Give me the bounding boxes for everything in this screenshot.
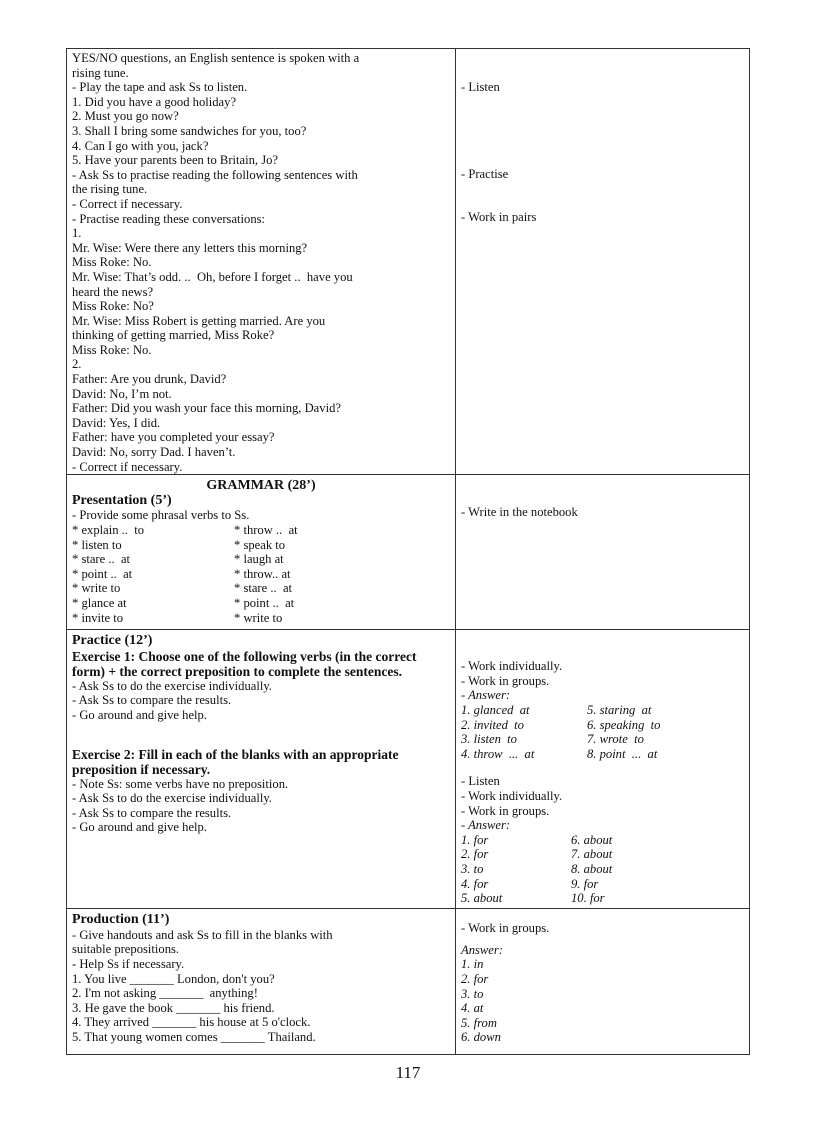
text-line: Father: Are you drunk, David? [72, 372, 227, 387]
text-line: YES/NO questions, an English sentence is spoken with a [72, 51, 360, 65]
student-activity: - Work in groups. [461, 803, 550, 818]
text-line: 4. They arrived _______ his house at 5 o'clock. [72, 1015, 311, 1030]
answer-item: 2. for [461, 972, 489, 986]
text-line: 5. Have your parents been to Britain, Jo? [72, 153, 278, 168]
answer-item: 7. about [571, 847, 613, 862]
student-activity: - Work in groups. [461, 921, 550, 936]
pronunciation-student-cell [456, 49, 750, 475]
page-number: 117 [395, 1063, 421, 1082]
student-activity: - Work in groups. [461, 673, 550, 688]
text-line: Miss Roke: No. [72, 255, 152, 270]
teacher-step: - Go around and give help. [72, 820, 207, 835]
teacher-step: - Ask Ss to do the exercise individually. [72, 678, 272, 693]
text-line: 2. [72, 357, 82, 372]
answer-item: 6. about [571, 832, 613, 847]
text-line: David: No, I’m not. [72, 386, 172, 401]
answer-item: 7. wrote to [587, 732, 644, 747]
phrasal-verb: * invite to [72, 610, 124, 625]
production-student-cell [456, 909, 750, 1055]
exercise-2-answers [461, 833, 744, 906]
answer-item: 6. down [461, 1030, 501, 1045]
answer-item: 3. listen to [461, 732, 517, 747]
answer-item: 1. for [461, 832, 489, 847]
text-line: - Correct if necessary. [72, 196, 183, 211]
exercise-1-title: Exercise 1: Choose one of the following verbs (in the correct form) + the correct preposition to complete the sentences. [72, 648, 417, 679]
phrasal-verb: * listen to [72, 537, 122, 552]
student-activity: - Answer: [461, 688, 511, 703]
production-teacher-cell [67, 909, 456, 1055]
pronunciation-teacher-cell [67, 49, 456, 475]
exercise-1-steps [72, 679, 450, 723]
student-activity: - Work in pairs [461, 210, 537, 225]
presentation-intro: - Provide some phrasal verbs to Ss. [72, 508, 250, 523]
lesson-table [66, 48, 750, 1055]
student-activity: - Work individually. [461, 659, 563, 674]
phrasal-verb: * laugh at [234, 552, 284, 567]
answer-item: 4. throw ... at [461, 746, 535, 761]
table-row-grammar [67, 475, 750, 630]
text-line: David: No, sorry Dad. I haven’t. [72, 445, 236, 460]
text-line: 5. That young women comes _______ Thailand. [72, 1029, 316, 1044]
teacher-step: - Note Ss: some verbs have no preposition. [72, 776, 289, 791]
answer-item: 5. from [461, 1015, 497, 1030]
answer-item: 5. about [461, 891, 503, 906]
text-line: Miss Roke: No. [72, 342, 152, 357]
text-line: 1. Did you have a good holiday? [72, 94, 237, 109]
table-row-practice [67, 630, 750, 909]
practice-student-cell [456, 630, 750, 909]
text-line: Mr. Wise: Miss Robert is getting married. Are you [72, 313, 326, 328]
phrasal-verb-list [72, 523, 450, 625]
answer-item: 2. invited to [461, 717, 524, 732]
phrasal-verb: * throw .. at [234, 523, 298, 537]
grammar-teacher-cell [67, 475, 456, 630]
presentation-heading: Presentation (5’) [72, 492, 172, 508]
exercise-2-title: Exercise 2: Fill in each of the blanks with an appropriate preposition if necessary. [72, 746, 399, 777]
phrasal-verb: * point .. at [234, 595, 295, 610]
phrasal-verb: * speak to [234, 537, 286, 552]
teacher-step: - Ask Ss to compare the results. [72, 693, 232, 708]
exercise-2-student-steps [461, 774, 744, 832]
text-line: 3. Shall I bring some sandwiches for you, too? [72, 123, 307, 138]
teacher-step: - Ask Ss to compare the results. [72, 805, 232, 820]
table-row-production [67, 909, 750, 1055]
production-heading: Production (11’) [72, 912, 170, 928]
answer-item: 9. for [571, 876, 599, 891]
phrasal-verb: * stare .. at [234, 581, 293, 596]
text-line: - Give handouts and ask Ss to fill in the blanks with [72, 927, 333, 942]
student-activity: - Work individually. [461, 788, 563, 803]
text-line: 3. He gave the book _______ his friend. [72, 1000, 275, 1015]
text-line: Father: Did you wash your face this morning, David? [72, 401, 341, 416]
text-line: suitable prepositions. [72, 942, 180, 957]
exercise-1-answers [461, 703, 744, 761]
answer-item: 3. to [461, 861, 484, 876]
phrasal-verb: * throw.. at [234, 566, 291, 581]
student-activity: - Answer: [461, 818, 511, 833]
answer-item: 10. for [571, 891, 605, 906]
text-line: - Play the tape and ask Ss to listen. [72, 80, 248, 95]
text-line: - Help Ss if necessary. [72, 957, 185, 971]
text-line: Mr. Wise: Were there any letters this morning? [72, 240, 308, 255]
student-activity: - Listen [461, 774, 500, 789]
text-line: Mr. Wise: That’s odd. .. Oh, before I forget .. have you [72, 269, 353, 284]
answer-item: 4. at [461, 1001, 484, 1016]
phrasal-verb: * glance at [72, 595, 127, 610]
answer-item: 1. in [461, 957, 484, 972]
text-line: heard the news? [72, 284, 154, 299]
text-line: 2. Must you go now? [72, 109, 179, 124]
teacher-step: - Ask Ss to do the exercise individually. [72, 791, 272, 806]
text-line: 2. I'm not asking _______ anything! [72, 986, 258, 1001]
student-activity: - Listen [461, 80, 500, 94]
lesson-plan-page [66, 48, 739, 1055]
production-lines [72, 928, 450, 1045]
text-line: - Ask Ss to practise reading the following sentences with [72, 167, 358, 182]
phrasal-verb: * write to [234, 610, 283, 625]
text-line: 1. [72, 226, 82, 241]
answer-label: Answer: [461, 942, 503, 957]
phrasal-verb: * stare .. at [72, 552, 131, 567]
answer-item: 8. about [571, 861, 613, 876]
teacher-step: - Go around and give help. [72, 708, 207, 722]
answer-item: 4. for [461, 876, 489, 891]
text-line: rising tune. [72, 65, 129, 80]
answer-item: 6. speaking to [587, 717, 661, 732]
phrasal-verb: * point .. at [72, 566, 133, 581]
table-row-pronunciation [67, 49, 750, 475]
answer-item: 8. point ... at [587, 746, 658, 761]
pronunciation-teacher-lines [72, 51, 450, 474]
answer-item: 1. glanced at [461, 703, 530, 717]
answer-item: 5. staring at [587, 703, 652, 717]
text-line: 4. Can I go with you, jack? [72, 138, 209, 153]
grammar-heading: GRAMMAR (28’) [206, 478, 316, 494]
phrasal-verb: * write to [72, 581, 121, 596]
grammar-student-cell [456, 475, 750, 630]
answer-item: 2. for [461, 847, 489, 862]
answer-item: 3. to [461, 986, 484, 1001]
text-line: Father: have you completed your essay? [72, 430, 275, 445]
production-answers [461, 957, 744, 1045]
text-line: - Correct if necessary. [72, 459, 183, 474]
text-line: 1. You live _______ London, don't you? [72, 971, 275, 986]
text-line: Miss Roke: No? [72, 299, 154, 314]
student-activity: - Write in the notebook [461, 505, 578, 520]
text-line: - Practise reading these conversations: [72, 211, 266, 226]
exercise-1-student-steps [461, 659, 744, 703]
exercise-2-steps [72, 777, 450, 835]
student-activity: - Practise [461, 166, 509, 181]
text-line: thinking of getting married, Miss Roke? [72, 328, 275, 343]
phrasal-verb: * explain .. to [72, 523, 145, 537]
text-line: David: Yes, I did. [72, 415, 161, 430]
text-line: the rising tune. [72, 182, 148, 197]
practice-teacher-cell [67, 630, 456, 909]
practice-heading: Practice (12’) [72, 633, 153, 649]
